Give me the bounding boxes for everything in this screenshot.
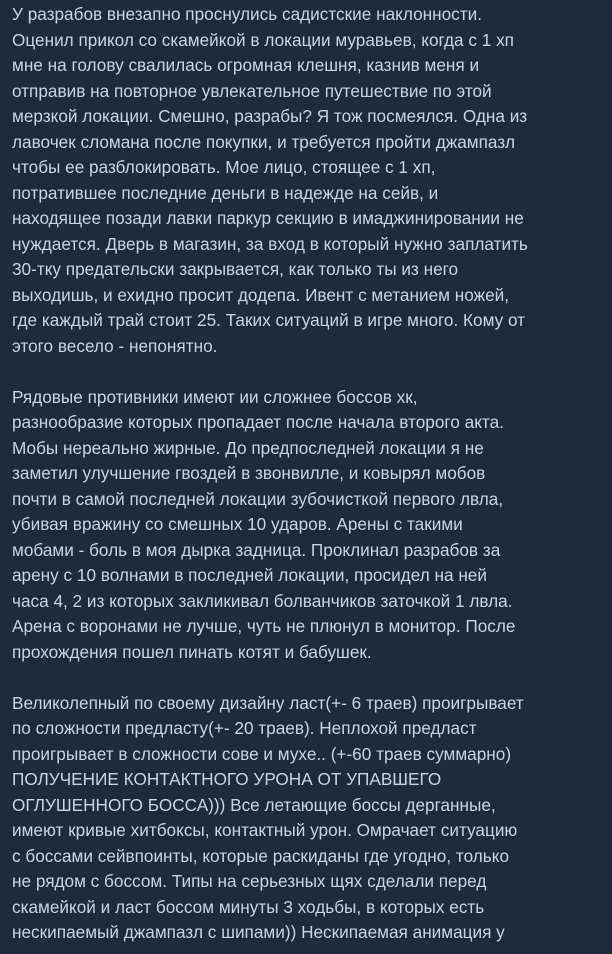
review-text xyxy=(12,2,608,954)
review-paragraph-2: Рядовые противники имеют ии сложнее боссов хк, разнообразие которых пропадает после начала второго акта. Мобы нереально жирные. До предпоследней локации я не заметил улучшение гвоздей в звонвилле, и ковырял мобов почти в самой последней локации зубочисткой первого лвла, убивая вражину со смешных 10 ударов. Арены с такими мобами - боль в моя дырка задница. Проклинал разрабов за арену с 10 волнами в последней локации, просидел на ней часа 4, 2 из которых закликивал болванчиков заточкой 1 лвла. Арена с воронами не лучше, чуть не плюнул в монитор. После прохождения пошел пинать котят и бабушек. xyxy=(12,386,516,662)
review-paragraph-3: Великолепный по своему дизайну ласт(+- 6 траев) проигрывает по сложности предласту(+- 20 траев). Неплохой предласт проигрывает в сложности сове и мухе.. (+-60 траев суммарно) ПОЛУЧЕНИЕ КОНТАКТНОГО УРОНА ОТ УПАВШЕГО ОГЛУШЕННОГО БОССА))) Все летающие боссы дерганные, имеют кривые хитбоксы, контактный урон. Омрачает ситуацию с боссами сейвпоинты, которые раскиданы где угодно, только не рядом с боссом. Типы на серьезных щях сделали перед скамейкой и ласт боссом минуты 3 ходьбы, в которых есть нескипаемый джампазл с шипами)) Нескипаемая анимация у xyxy=(12,692,524,942)
review-paragraph-1: У разрабов внезапно проснулись садистские наклонности. Оценил прикол со скамейкой в локации муравьев, когда с 1 хп мне на голову свалилась огромная клешня, казнив меня и отправив на повторное увлекательное путешествие по этой мерзкой локации. Смешно, разрабы? Я тож посмеялся. Одна из лавочек сломана после покупки, и требуется пройти джампазл чтобы ее разблокировать. Мое лицо, стоящее с 1 хп, потратившее последние деньги в надежде на сейв, и находящее позади лавки паркур секцию в имаджинировании не нуждается. Дверь в магазин, за вход в который нужно заплатить 30-тку предательски закрывается, как только ты из него выходишь, и ехидно просит додепа. Ивент с метанием ножей, где каждый трай стоит 25. Таких ситуаций в игре много. Кому от этого весело - непонятно. xyxy=(12,4,528,356)
